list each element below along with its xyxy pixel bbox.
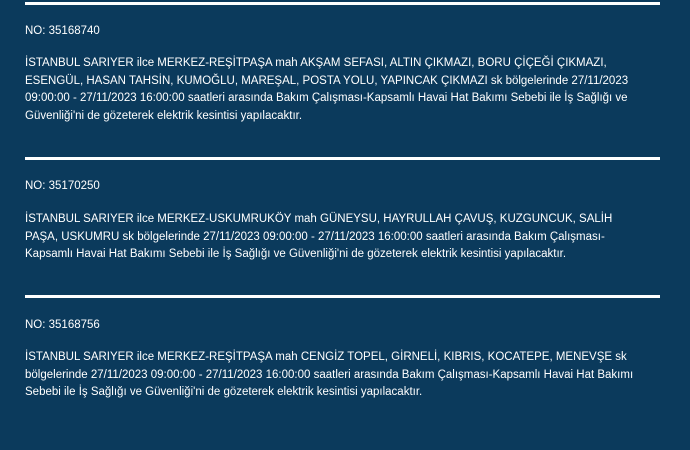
notice-line: İSTANBUL SARIYER ilce MERKEZ-REŞİTPAŞA mah CENGİZ TOPEL, GİRNELİ, KIBRIS, KOCATEPE, MENEVŞE sk: [25, 351, 627, 363]
notice-line: İSTANBUL SARIYER ilce MERKEZ-USKUMRUKÖY mah GÜNEYSU, HAYRULLAH ÇAVUŞ, KUZGUNCUK, SALİH: [25, 213, 613, 225]
divider: [25, 295, 660, 298]
notice-text: [25, 55, 655, 125]
notice-line: Sebebi ile İş Sağlığı ve Güvenliği'ni de gözeterek elektrik kesintisi yapılacaktır.: [25, 386, 423, 398]
notice-line: İSTANBUL SARIYER ilce MERKEZ-REŞİTPAŞA mah AKŞAM SEFASI, ALTIN ÇIKMAZI, BORU ÇİÇEĞİ ÇIKMAZI,: [25, 57, 607, 69]
notice-number: NO: 35168756: [25, 319, 100, 331]
divider: [25, 157, 660, 160]
notice-text: [25, 349, 655, 402]
notice-text: [25, 211, 655, 264]
notice-number: NO: 35170250: [25, 180, 100, 192]
notice-number: NO: 35168740: [25, 25, 100, 37]
notice-line: PAŞA, USKUMRU sk bölgelerinde 27/11/2023 09:00:00 - 27/11/2023 16:00:00 saatleri arasında Bakım Çalışması-: [25, 230, 605, 243]
divider: [25, 2, 660, 5]
notice-line: Güvenliği'ni de gözeterek elektrik kesintisi yapılacaktır.: [25, 109, 303, 122]
notice-line: 09:00:00 - 27/11/2023 16:00:00 saatleri arasında Bakım Çalışması-Kapsamlı Havai Hat Bakımı Sebebi ile İş Sağlığı ve: [25, 92, 628, 104]
notice-line: bölgelerinde 27/11/2023 09:00:00 - 27/11/2023 16:00:00 saatleri arasında Bakım Çalışması-Kapsamlı Havai Hat Bakımı: [25, 368, 634, 381]
notice-line: ESENGÜL, HASAN TAHSİN, KUMOĞLU, MAREŞAL, POSTA YOLU, YAPINCAK ÇIKMAZI sk bölgelerinde 27/11/2023: [25, 74, 629, 87]
notice-line: Kapsamlı Havai Hat Bakımı Sebebi ile İş Sağlığı ve Güvenliği'ni de gözeterek elektrik kesintisi yapılacaktır.: [25, 248, 567, 260]
